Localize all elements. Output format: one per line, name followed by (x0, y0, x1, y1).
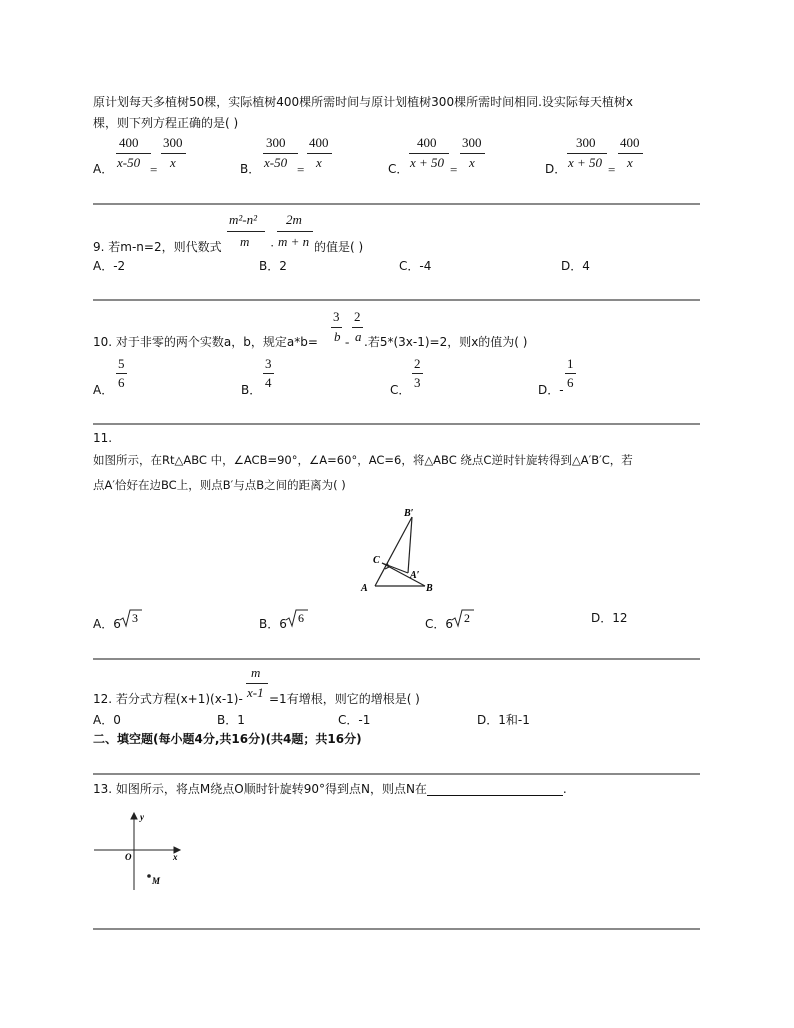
fraction-numerator: 300 (576, 135, 596, 150)
q13-coordinate-figure (90, 810, 190, 895)
divider (93, 423, 700, 425)
equals-sign: = (608, 162, 616, 177)
option-label: A． (93, 383, 114, 397)
q11-number: 11. (93, 431, 113, 445)
q10-stem-prefix: 10. 对于非零的两个实数a，b，规定a*b= (93, 335, 318, 349)
fraction-numerator: 400 (417, 135, 437, 150)
divider (93, 658, 700, 660)
q12-option-d[interactable]: D．1和-1 (477, 713, 530, 727)
q8-stem-line2: 棵，则下列方程正确的是( ) (93, 116, 239, 130)
q13-stem (93, 782, 567, 796)
option-label: D．12 (591, 611, 628, 625)
fraction-denominator: x + 50 (410, 155, 445, 170)
fraction-denominator: x (627, 155, 633, 170)
divider (93, 928, 700, 930)
equals-sign: = (297, 162, 305, 177)
fig-label-b-prime: B′ (404, 508, 414, 519)
q9-stem-prefix: 9. 若m-n=2，则代数式 (93, 240, 222, 254)
fig-label-m: M (152, 876, 161, 886)
y-axis-arrow-icon (131, 813, 137, 819)
q10-minus: - (345, 334, 350, 349)
fraction-numerator: 2 (414, 356, 421, 371)
radical-sign (451, 608, 475, 628)
q13-stem-text: 13. 如图所示，将点M绕点O顺时针旋转90°得到点N，则点N在 (93, 782, 427, 796)
q9-dot: · (270, 238, 275, 253)
fraction-numerator: 300 (266, 135, 286, 150)
q11-stem-line1: 如图所示，在Rt△ABC 中，∠ACB=90°，∠A=60°，AC=6，将△ABC 绕点C逆时针旋转得到△A′B′C，若 (93, 453, 633, 467)
q9-fraction1-numerator: m²-n² (229, 212, 258, 227)
option-label: D．- (538, 383, 564, 397)
q10-fraction1-numerator: 3 (333, 309, 340, 324)
fig-label-x: x (173, 852, 178, 862)
radical-sign (119, 608, 143, 628)
fig-label-o: O (125, 852, 132, 862)
option-label: B． (241, 383, 262, 397)
fraction-numerator: 400 (620, 135, 640, 150)
option-label: A．6 (93, 617, 121, 631)
option-label: B． (240, 162, 261, 176)
fraction-numerator: 5 (118, 356, 125, 371)
q12-fraction-denominator: x-1 (247, 685, 264, 700)
option-label: A． (93, 162, 114, 176)
fraction-numerator: 300 (163, 135, 183, 150)
q11-triangle-figure (355, 505, 445, 595)
radicand: 2 (464, 611, 470, 625)
q9-fraction1-denominator: m (240, 234, 250, 249)
q10-fraction2-numerator: 2 (354, 309, 361, 324)
fraction-numerator: 300 (462, 135, 482, 150)
option-label: C． (390, 383, 411, 397)
option-label: C．6 (425, 617, 454, 631)
option-label: D． (545, 162, 567, 176)
q9-option-c[interactable]: C．-4 (399, 259, 432, 273)
fraction-denominator: 6 (567, 375, 574, 390)
q12-option-b[interactable]: B．1 (217, 713, 245, 727)
fig-label-y: y (140, 812, 144, 822)
equals-sign: = (150, 162, 158, 177)
option-label: C． (388, 162, 409, 176)
q9-fraction2-denominator: m + n (278, 234, 310, 249)
fraction-numerator: 400 (119, 135, 139, 150)
fraction-denominator: x + 50 (568, 155, 603, 170)
fraction-denominator: x (170, 155, 176, 170)
fraction-denominator: x (469, 155, 475, 170)
fraction-denominator: 3 (414, 375, 421, 390)
q10-stem-suffix: .若5*(3x-1)=2，则x的值为( ) (364, 335, 528, 349)
fraction-denominator: x (316, 155, 322, 170)
q8-stem-line1: 原计划每天多植树50棵，实际植树400棵所需时间与原计划植树300棵所需时间相同.设实际每天植树x (93, 95, 633, 109)
radicand: 3 (132, 611, 138, 625)
q9-option-b[interactable]: B．2 (259, 259, 287, 273)
divider (93, 773, 700, 775)
fraction-denominator: 4 (265, 375, 272, 390)
section-heading: 二、填空题(每小题4分,共16分)(共4题；共16分) (93, 732, 362, 746)
fraction-numerator: 3 (265, 356, 272, 371)
option-label: B．6 (259, 617, 287, 631)
fraction-denominator: x-50 (264, 155, 288, 170)
q13-stem-tail: . (562, 782, 567, 796)
q9-option-d[interactable]: D．4 (561, 259, 590, 273)
fig-label-b: B (426, 583, 433, 594)
divider (93, 203, 700, 205)
q12-stem-prefix: 12. 若分式方程(x+1)(x-1)- (93, 692, 243, 706)
fig-label-a: A (361, 583, 368, 594)
fraction-denominator: x-50 (117, 155, 141, 170)
q13-answer-blank[interactable] (427, 784, 563, 796)
q10-fraction2-denominator: a (355, 329, 362, 344)
point-m-marker (147, 874, 151, 878)
fraction-numerator: 1 (567, 356, 574, 371)
q9-option-a[interactable]: A．-2 (93, 259, 126, 273)
q12-fraction-numerator: m (251, 665, 261, 680)
q10-fraction1-denominator: b (334, 329, 341, 344)
radical-sign (285, 608, 309, 628)
q9-fraction2-numerator: 2m (286, 212, 302, 227)
radicand: 6 (298, 611, 304, 625)
divider (93, 299, 700, 301)
q12-stem-suffix: =1有增根，则它的增根是( ) (269, 692, 420, 706)
q9-stem-suffix: 的值是( ) (314, 240, 364, 254)
q11-stem-line2: 点A′恰好在边BC上，则点B′与点B之间的距离为( ) (93, 478, 346, 492)
q12-option-a[interactable]: A．0 (93, 713, 121, 727)
fig-label-a-prime: A′ (410, 570, 420, 581)
fraction-denominator: 6 (118, 375, 125, 390)
fig-label-c: C (373, 555, 380, 566)
equals-sign: = (450, 162, 458, 177)
q12-option-c[interactable]: C．-1 (338, 713, 371, 727)
fraction-numerator: 400 (309, 135, 329, 150)
